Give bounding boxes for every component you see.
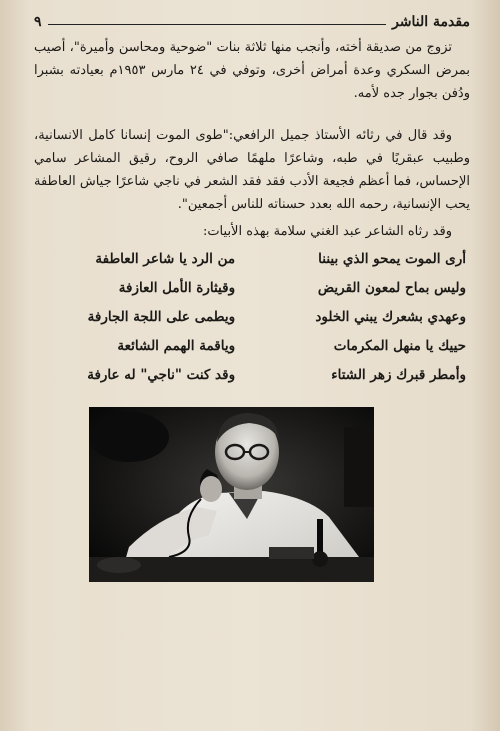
paragraph-3 <box>34 220 470 243</box>
verse-first-hemistich: أرى الموت يمحو الذي بيننا <box>318 250 466 267</box>
paragraph-text: وقد قال في رثائه الأستاذ جميل الرافعي:"طوى الموت إنسانا كامل الانسانية، وطبيب عبقريًا في طبه، وشاعرًا ملهمًا صافي الروح، رقيق المشاعر سامي الإحساس، فما أعظم فجيعة الأدب فقد فقد الشعر في ناجي شاعرًا جياش العاطفة يحب الإنسانية، رحمه الله بعدد حسناته للناس أجمعين". <box>34 128 470 212</box>
verse-second-hemistich: وقيثارة الأمل العازفة <box>118 279 236 296</box>
verse-first-hemistich: وليس بماح لمعون القريض <box>317 279 466 296</box>
page-number: ٩ <box>34 14 42 30</box>
paragraph-text: تزوج من صديقة أخته، وأنجب منها ثلاثة بنات "ضوحية ومحاسن وأميرة"، أصيب بمرض السكري وعدة أمراض أخرى، وتوفي في ٢٤ مارس ١٩٥٣م بعيادته بشبرا ودُفن بجوار جده لأمه. <box>34 40 471 101</box>
portrait-photo <box>89 407 374 582</box>
verse-row <box>22 302 466 331</box>
paragraph-1 <box>34 36 470 105</box>
verse-row <box>22 331 466 360</box>
paragraph-text: وقد رثاه الشاعر عبد الغني سلامة بهذه الأبيات: <box>202 224 452 239</box>
verse-first-hemistich: حييك يا منهل المكرمات <box>333 337 466 354</box>
verse-second-hemistich: وقد كنت "ناجي" له عارفة <box>87 366 236 383</box>
paragraph-2 <box>34 124 470 216</box>
verse-second-hemistich: من الرد يا شاعر العاطفة <box>95 250 236 267</box>
verse-row <box>22 360 466 389</box>
header-rule <box>48 24 387 25</box>
verse-first-hemistich: وعهدي بشعرك يبني الخلود <box>315 308 466 325</box>
verse-first-hemistich: وأمطر قبرك زهر الشتاء <box>331 366 466 383</box>
verse-row <box>22 273 466 302</box>
elegy-verses <box>22 244 466 389</box>
verse-second-hemistich: ويطمى على اللجة الجارفة <box>87 308 236 325</box>
running-title: مقدمة الناشر <box>392 14 470 30</box>
verse-row <box>22 244 466 273</box>
photo-illustration <box>89 407 374 582</box>
verse-second-hemistich: وياقمة الهمم الشائعة <box>117 337 236 354</box>
page-header <box>34 8 470 30</box>
